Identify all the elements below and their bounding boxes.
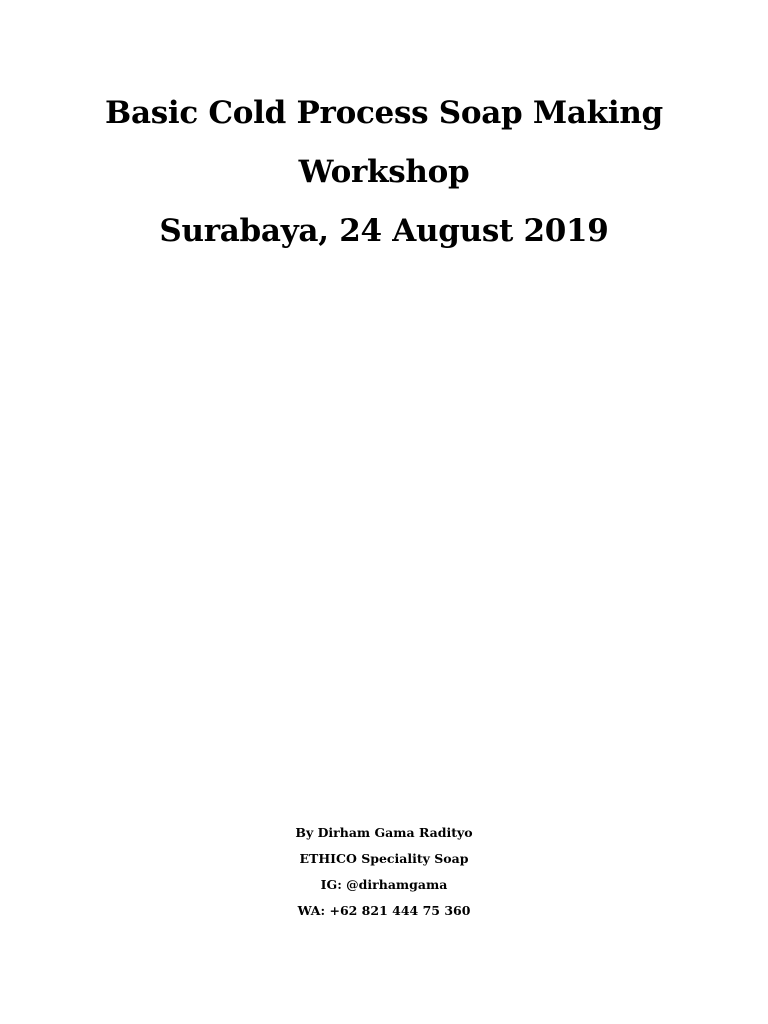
document-title <box>0 84 768 261</box>
author-whatsapp: WA: +62 821 444 75 360 <box>297 903 471 918</box>
author-instagram: IG: @dirhamgama <box>320 877 448 892</box>
title-line-1: Basic Cold Process Soap Making <box>105 95 663 131</box>
author-info <box>0 820 768 924</box>
author-company: ETHICO Speciality Soap <box>299 851 469 866</box>
title-line-2: Workshop <box>298 154 470 190</box>
title-line-date: Surabaya, 24 August 2019 <box>159 213 609 249</box>
author-byline: By Dirham Gama Radityo <box>295 825 473 840</box>
